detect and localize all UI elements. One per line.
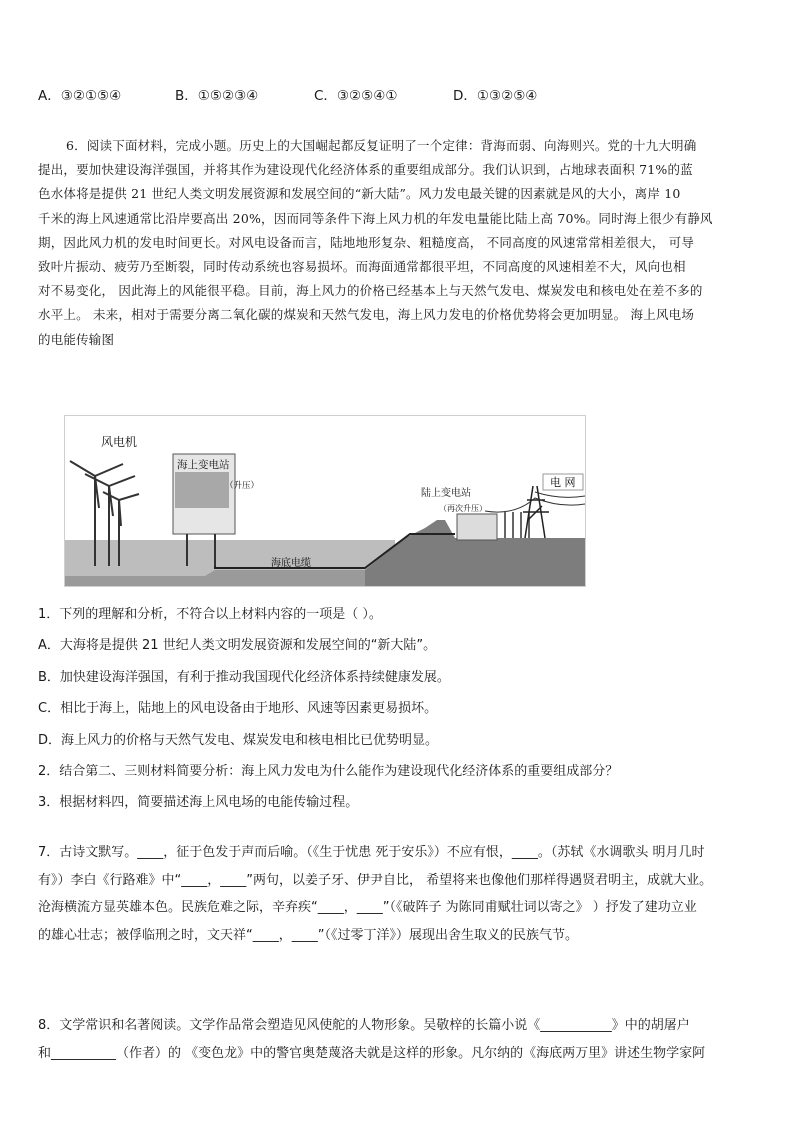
q7-block: [38, 839, 762, 949]
sub-question-1: 1．下列的理解和分析，不符合以上材料内容的一项是（ ）。: [38, 607, 382, 622]
option-a: A．③②①⑤④: [38, 88, 122, 104]
q6-line: 期，因此风力机的发电时间更长。对风电设备而言，陆地地形复杂、粗糙度高， 不同高度的风速常常相差很大， 可导: [38, 234, 695, 250]
q6-line: 色水体将是提供 21 世纪人类文明发展资源和发展空间的“新大陆”。风力发电最关键的因素就是风的大小，离岸 10: [38, 186, 681, 202]
seabed-cable-label: 海底电缆: [271, 558, 311, 569]
q8-line: 和__________（作者）的 《变色龙》中的警官奥楚蔑洛夫就是这样的形象。凡尔纳的《海底两万里》讲述生物学家阿: [38, 1045, 706, 1061]
wind-power-transmission-figure: [64, 415, 586, 587]
q6-passage: [38, 134, 758, 352]
onshore-substation: [457, 514, 497, 540]
sub-question-1-option-a: A．大海将是提供 21 世纪人类文明发展资源和发展空间的“新大陆”。: [38, 638, 437, 653]
q7-line: 的雄心壮志；被俘临刑之时，文天祥“____，____”（《过零丁洋》）展现出舍生取义的民族气节。: [38, 927, 578, 943]
q6-line: 千米的海上风速通常比沿岸要高出 20%，因而同等条件下海上风力机的年发电量能比陆上高 70%。同时海上很少有静风: [38, 210, 713, 226]
q6-line: 致叶片振动、疲劳乃至断裂，同时传动系统也容易损坏。而海面通常都很平坦，不同高度的风速相差不大，风向也相: [38, 258, 686, 274]
grid-label: 电 网: [550, 476, 576, 489]
sub-question-2: 2．结合第二、三则材料简要分析：海上风力发电为什么能作为建设现代化经济体系的重要组成部分？: [38, 764, 619, 779]
transmission-diagram: [65, 416, 585, 586]
sub-question-3: 3．根据材料四，简要描述海上风电场的电能传输过程。: [38, 795, 359, 810]
q7-line: 7．古诗文默写。____，征于色发于声而后喻。（《生于忧患 死于安乐》）不应有恨，____。（苏轼《水调歌头 明月几时: [38, 845, 705, 860]
q8-block: [38, 1012, 762, 1067]
q7-line: 有》）李白《行路难》中“____，____”两句，以姜子牙、伊尹自比， 希望将来也像他们那样得遇贤君明主，成就大业。: [38, 872, 713, 888]
reboost-label: （再次升压）: [439, 504, 487, 513]
q6-line: 水平上。 未来，相对于需要分离二氧化碳的煤炭和天然气发电，海上风力发电的价格优势将会更加明显。 海上风电场: [38, 307, 695, 323]
option-c: C．③②⑤④①: [314, 88, 398, 104]
onshore-substation-label: 陆上变电站: [421, 488, 471, 499]
q6-line: 的电能传输图: [38, 331, 115, 347]
option-b: B．①⑤②③④: [175, 88, 259, 104]
q6-line: 对不易变化， 因此海上的风能很平稳。目前，海上风力的价格已经基本上与天然气发电、煤炭发电和核电处在差不多的: [38, 283, 703, 299]
sub-question-1-option-d: D．海上风力的价格与天然气发电、煤炭发电和核电相比已优势明显。: [38, 733, 439, 748]
offshore-substation-label: 海上变电站: [177, 459, 230, 471]
sub-question-1-option-c: C．相比于海上，陆地上的风电设备由于地形、风速等因素更易损坏。: [38, 701, 438, 716]
q6-line: 提出，要加快建设海洋强国，并将其作为建设现代化经济体系的重要组成部分。我们认识到，占地球表面积 71%的蓝: [38, 162, 693, 178]
q7-line: 沧海横流方显英雄本色。民族危难之际，辛弃疾“____，____”（《破阵子 为陈同甫赋壮词以寄之》 ）抒发了建功立业: [38, 900, 697, 915]
q8-line: 8．文学常识和名著阅读。文学作品常会塑造见风使舵的人物形象。吴敬梓的长篇小说《___________》中的胡屠户: [38, 1018, 690, 1033]
option-d: D．①③②⑤④: [453, 88, 538, 104]
boost-label: （升压）: [225, 481, 260, 491]
sub-question-1-option-b: B．加快建设海洋强国，有利于推动我国现代化经济体系持续健康发展。: [38, 670, 450, 685]
wind-turbine-label: 风电机: [101, 435, 138, 449]
q6-line: 6．阅读下面材料，完成小题。历史上的大国崛起都反复证明了一个定律：背海而弱、向海则兴。党的十九大明确: [66, 138, 697, 153]
